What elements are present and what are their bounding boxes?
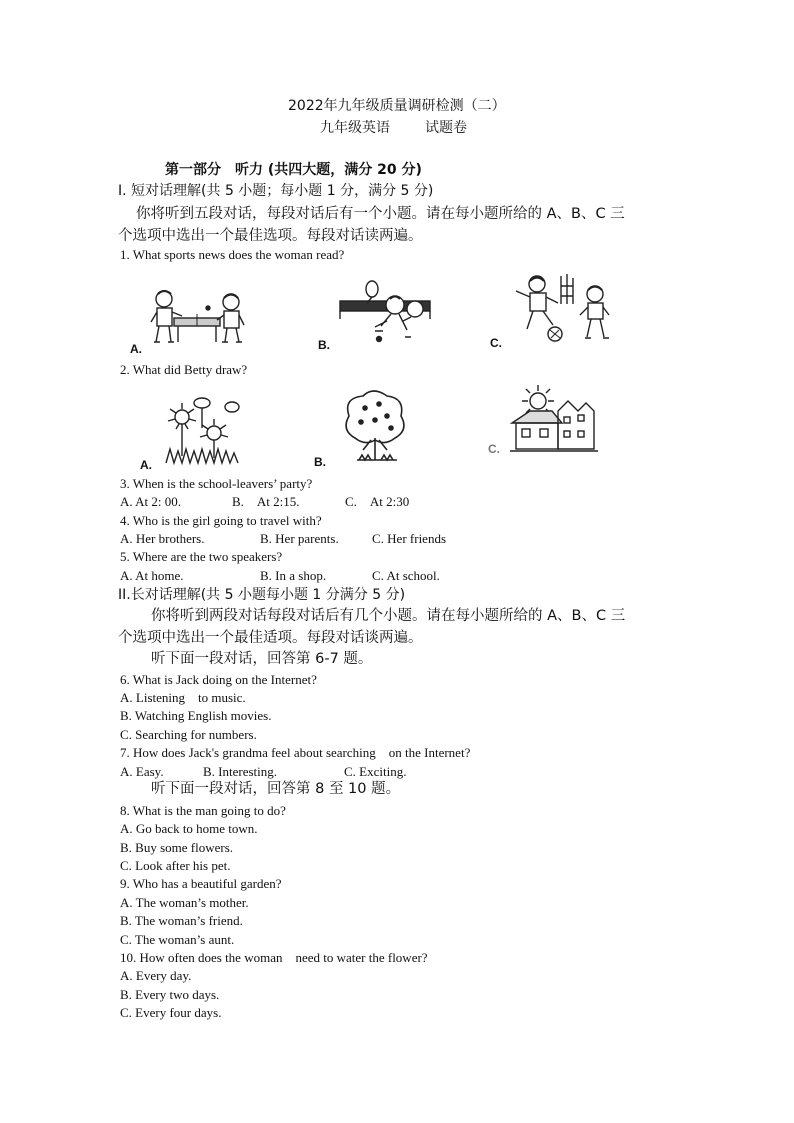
q1-option-b-label: B. [318, 338, 330, 352]
q8-option-c: C. Look after his pet. [120, 858, 231, 873]
q4-stem: 4. Who is the girl going to travel with? [120, 513, 322, 528]
q9-option-c: C. The woman’s aunt. [120, 932, 235, 947]
q6-option-b: B. Watching English movies. [120, 708, 272, 723]
exam-title: 2022年九年级质量调研检测（二） [288, 98, 506, 114]
q4-option-b: B. Her parents. [260, 531, 339, 546]
q9-option-a: A. The woman’s mother. [120, 895, 249, 910]
q1-stem: 1. What sports news does the woman read? [120, 247, 345, 262]
q5-stem: 5. Where are the two speakers? [120, 549, 283, 564]
q1-option-c-label: C. [490, 336, 502, 350]
q6-stem: 6. What is Jack doing on the Internet? [120, 672, 317, 687]
q6-option-c: C. Searching for numbers. [120, 727, 257, 742]
q8-option-b: B. Buy some flowers. [120, 840, 234, 855]
q10-option-a: A. Every day. [120, 968, 192, 983]
q9-stem: 9. Who has a beautiful garden? [120, 876, 282, 891]
q3-stem: 3. When is the school-leavers’ party? [120, 476, 313, 491]
q9-option-b: B. The woman’s friend. [120, 913, 243, 928]
dialog2-intro: 听下面一段对话，回答第 8 至 10 题。 [151, 781, 401, 797]
q3-option-c: C. At 2:30 [345, 494, 410, 509]
q2-option-b-label: B. [314, 455, 326, 469]
section1-instruction-line2: 个选项中选出一个最佳选项。每段对话读两遍。 [118, 228, 423, 244]
q5-option-a: A. At home. [120, 568, 184, 583]
q5-option-c: C. At school. [372, 568, 440, 583]
q10-option-b: B. Every two days. [120, 987, 220, 1002]
section1-instruction-line1: 你将听到五段对话，每段对话后有一个小题。请在每小题所给的 A、B、C 三 [136, 206, 625, 222]
q7-option-c: C. Exciting. [344, 764, 407, 779]
q4-option-a: A. Her brothers. [120, 531, 205, 546]
q1-option-a-label: A. [130, 342, 142, 356]
q3-option-b: B. At 2:15. [232, 494, 300, 509]
q7-option-b: B. Interesting. [203, 764, 278, 779]
q8-option-a: A. Go back to home town. [120, 821, 258, 836]
q1-option-a-table-tennis-picture [128, 282, 258, 354]
section1-title: I. 短对话理解(共 5 小题；每小题 1 分，满分 5 分) [118, 183, 434, 199]
q2-option-a-flowers-picture [150, 393, 250, 471]
q4-option-c: C. Her friends [372, 531, 447, 546]
part1-heading: 第一部分 听力 (共四大题，满分 20 分) [165, 162, 422, 178]
q2-option-c-house-sun-picture [510, 383, 600, 455]
section2-title: II.长对话理解(共 5 小题每小题 1 分满分 5 分) [118, 587, 406, 603]
q7-stem: 7. How does Jack's grandma feel about searching on the Internet? [120, 745, 471, 760]
q5-option-b: B. In a shop. [260, 568, 327, 583]
q6-option-a: A. Listening to music. [120, 690, 246, 705]
dialog1-intro: 听下面一段对话，回答第 6-7 题。 [151, 651, 373, 667]
q1-option-c-football-picture [505, 272, 615, 348]
q8-stem: 8. What is the man going to do? [120, 803, 286, 818]
q2-option-b-tree-picture [335, 390, 415, 466]
section2-instruction-line2: 个选项中选出一个最佳适项。每段对话谈两遍。 [118, 630, 423, 646]
exam-subtitle-paper: 试题卷 [425, 120, 467, 136]
q2-option-a-label: A. [140, 458, 152, 472]
q2-stem: 2. What did Betty draw? [120, 362, 248, 377]
q10-stem: 10. How often does the woman need to water the flower? [120, 950, 428, 965]
section2-instruction-line1: 你将听到两段对话每段对话后有几个小题。请在每小题所给的 A、B、C 三 [151, 608, 626, 624]
q1-option-b-tennis-picture [335, 279, 435, 347]
q7-option-a: A. Easy. [120, 764, 164, 779]
q3-option-a: A. At 2: 00. [120, 494, 182, 509]
q2-option-c-label: C. [488, 442, 500, 456]
exam-subtitle-subject: 九年级英语 [320, 120, 390, 136]
q10-option-c: C. Every four days. [120, 1005, 222, 1020]
